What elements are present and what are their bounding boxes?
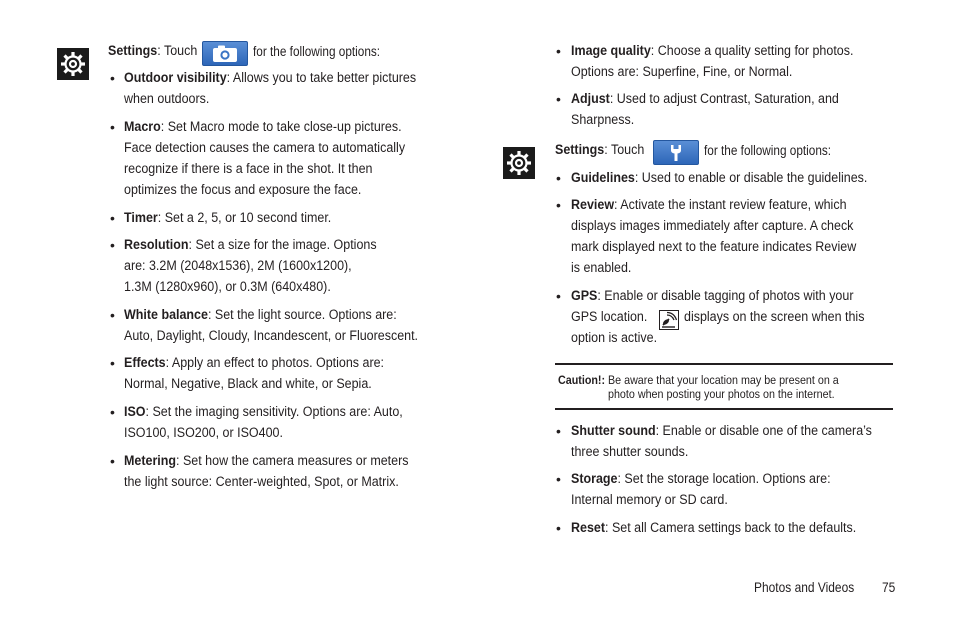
gps-line-2-after: displays on the screen when this [684, 309, 865, 325]
list-item-line: Outdoor visibility: Allows you to take better pictures [124, 70, 417, 86]
list-item-line: Sharpness. [571, 112, 635, 128]
list-item-term: Storage [571, 471, 618, 487]
bullet: • [110, 307, 115, 323]
list-item-line: Review: Activate the instant review feature, which [571, 197, 847, 213]
bullet: • [556, 471, 561, 487]
list-item-line: White balance: Set the light source. Options are: [124, 307, 397, 323]
settings-label: Settings [108, 43, 158, 59]
bullet: • [110, 355, 115, 371]
list-item-line: ISO: Set the imaging sensitivity. Options are: Auto, [124, 404, 403, 420]
list-item-term: ISO [124, 404, 146, 420]
list-item-line: Normal, Negative, Black and white, or Sepia. [124, 376, 372, 392]
list-item-line: recognize if there is a face in the shot. It then [124, 161, 373, 177]
bullet: • [556, 91, 561, 107]
list-item-line: Shutter sound: Enable or disable one of the camera’s [571, 423, 872, 439]
caution-line-1: Be aware that your location may be present on a [608, 373, 839, 387]
tools-button[interactable] [653, 140, 699, 165]
gps-line-2-before: GPS location. [571, 309, 648, 325]
list-item-line: Macro: Set Macro mode to take close-up pictures. [124, 119, 402, 135]
list-item-line: optimizes the focus and exposure the face. [124, 182, 362, 198]
bullet: • [110, 237, 115, 253]
list-item-term: Resolution [124, 237, 189, 253]
list-item-term: Shutter sound [571, 423, 656, 439]
list-item-term: Review [571, 197, 615, 213]
list-item-term: Macro [124, 119, 161, 135]
right-intro-after: for the following options: [704, 143, 832, 158]
left-intro-after: for the following options: [253, 44, 381, 59]
bullet: • [556, 43, 561, 59]
caution-line-2: photo when posting your photos on the internet. [608, 387, 835, 401]
settings-gear-icon [57, 48, 89, 80]
list-item-line: ISO100, ISO200, or ISO400. [124, 425, 283, 441]
list-item-line: displays images immediately after capture. A check [571, 218, 854, 234]
bullet: • [110, 119, 115, 135]
list-item-term: Image quality [571, 43, 651, 59]
list-item-line: Image quality: Choose a quality setting for photos. [571, 43, 854, 59]
footer-section: Photos and Videos [754, 580, 855, 595]
list-item-term: Effects [124, 355, 166, 371]
settings-gear-icon-2 [503, 147, 535, 179]
caution-bottom-rule [555, 408, 893, 410]
list-item-line: 1.3M (1280x960), or 0.3M (640x480). [124, 279, 331, 295]
camera-icon [203, 42, 247, 65]
list-item-term: Outdoor visibility [124, 70, 227, 86]
list-item-term: White balance [124, 307, 208, 323]
bullet: • [556, 520, 561, 536]
bullet: • [110, 70, 115, 86]
bullet: • [110, 404, 115, 420]
bullet: • [556, 197, 561, 213]
camera-button[interactable] [202, 41, 248, 66]
page-number: 75 [882, 580, 896, 595]
list-item-line: mark displayed next to the feature indicates Review [571, 239, 857, 255]
bullet: • [556, 170, 561, 186]
list-item-line: Resolution: Set a size for the image. Options [124, 237, 377, 253]
gps-line-3: option is active. [571, 330, 658, 346]
bullet: • [556, 423, 561, 439]
wrench-icon [654, 141, 698, 164]
list-item-line: Effects: Apply an effect to photos. Options are: [124, 355, 385, 371]
left-intro: Settings: Touch [108, 43, 198, 59]
list-item-line: Auto, Daylight, Cloudy, Incandescent, or Fluorescent. [124, 328, 419, 344]
list-item-term: Metering [124, 453, 177, 469]
list-item-line: is enabled. [571, 260, 632, 276]
list-item-line: Face detection causes the camera to automatically [124, 140, 406, 156]
list-item-line: Adjust: Used to adjust Contrast, Saturation, and [571, 91, 839, 107]
list-item-line: Guidelines: Used to enable or disable the guidelines. [571, 170, 868, 186]
list-item-line: Options are: Superfine, Fine, or Normal. [571, 64, 793, 80]
list-item-line: when outdoors. [124, 91, 210, 107]
list-item-line: Reset: Set all Camera settings back to the defaults. [571, 520, 857, 536]
bullet: • [110, 210, 115, 226]
gps-line-1: GPS: Enable or disable tagging of photos with your [571, 288, 854, 304]
gps-icon [659, 310, 679, 330]
right-intro: Settings: Touch [555, 142, 645, 158]
settings-label-2: Settings [555, 142, 605, 158]
caution-label: Caution!: [558, 373, 606, 387]
bullet: • [110, 453, 115, 469]
list-item-term: Guidelines [571, 170, 635, 186]
list-item-line: the light source: Center-weighted, Spot, or Matrix. [124, 474, 399, 490]
list-item-line: Metering: Set how the camera measures or meters [124, 453, 409, 469]
list-item-term: Timer [124, 210, 158, 226]
list-item-line: three shutter sounds. [571, 444, 689, 460]
list-item-term: Reset [571, 520, 606, 536]
list-item-line: Timer: Set a 2, 5, or 10 second timer. [124, 210, 332, 226]
bullet: • [556, 288, 561, 304]
list-item-line: Storage: Set the storage location. Options are: [571, 471, 831, 487]
caution-top-rule [555, 363, 893, 365]
list-item-term: Adjust [571, 91, 610, 107]
list-item-line: Internal memory or SD card. [571, 492, 728, 508]
list-item-line: are: 3.2M (2048x1536), 2M (1600x1200), [124, 258, 352, 274]
